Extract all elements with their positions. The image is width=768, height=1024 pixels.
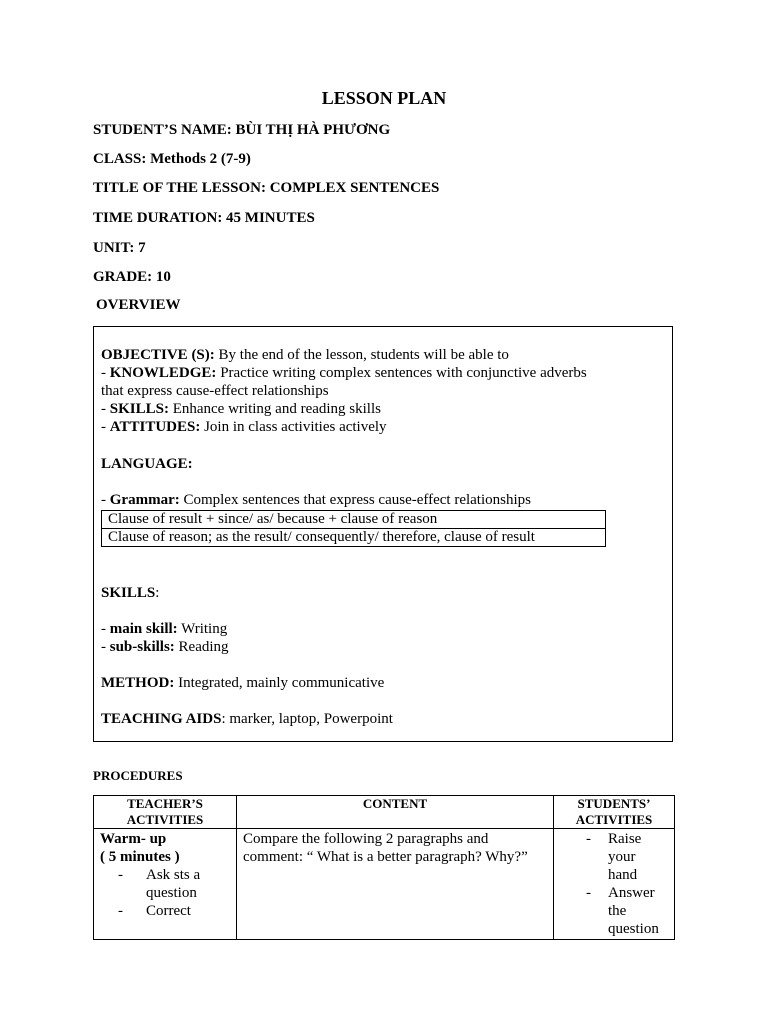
list-item: - Raise your hand <box>560 830 668 884</box>
clause-row <box>102 511 606 529</box>
clause-table <box>101 510 606 547</box>
overview-label: OVERVIEW <box>96 297 181 313</box>
clause-row <box>102 529 606 547</box>
list-item: - Answer the question <box>560 884 668 938</box>
sub-skills-dash: - <box>101 639 110 655</box>
content-cell: Compare the following 2 paragraphs and comment: “ What is a better paragraph? Why?” <box>237 829 554 940</box>
skills-text: Enhance writing and reading skills <box>168 401 381 417</box>
skills-line <box>101 400 381 418</box>
grammar-line <box>101 491 531 509</box>
attitudes-label: ATTITUDES: <box>109 419 201 435</box>
sub-skills-line <box>101 638 229 656</box>
header-content: CONTENT <box>237 796 554 829</box>
procedures-label: PROCEDURES <box>93 768 183 783</box>
attitudes-line <box>101 418 387 436</box>
teaching-aids-line <box>101 710 393 728</box>
lesson-title-line: TITLE OF THE LESSON: COMPLEX SENTENCES <box>93 180 440 196</box>
header-teacher-activities: TEACHER’S ACTIVITIES <box>94 796 237 829</box>
list-item: - Ask sts a question <box>100 866 230 902</box>
knowledge-line <box>101 364 587 382</box>
attitudes-text: Join in class activities actively <box>200 419 387 435</box>
stage-duration: ( 5 minutes ) <box>100 849 180 865</box>
procedures-table <box>93 795 675 940</box>
students-activities-list <box>560 830 668 938</box>
skills-section-colon: : <box>155 585 160 601</box>
grade-line: GRADE: 10 <box>93 269 171 285</box>
grammar-label: Grammar: <box>109 492 180 508</box>
main-skill-text: Writing <box>177 621 228 637</box>
method-line <box>101 674 384 692</box>
teacher-activities-cell <box>94 829 237 940</box>
knowledge-dash: - <box>101 365 110 381</box>
clause-cell: Clause of reason; as the result/ consequently/ therefore, clause of result <box>102 529 606 547</box>
method-label: METHOD: <box>101 675 175 691</box>
knowledge-label: KNOWLEDGE: <box>109 365 217 381</box>
unit-line: UNIT: 7 <box>93 240 146 256</box>
sub-skills-label: sub-skills: <box>109 639 175 655</box>
list-item: - Correct <box>100 902 230 920</box>
students-activities-cell <box>554 829 675 940</box>
clause-cell: Clause of result + since/ as/ because + clause of reason <box>102 511 606 529</box>
stage-name: Warm- up <box>100 831 167 847</box>
skills-dash: - <box>101 401 110 417</box>
header-students-activities: STUDENTS’ ACTIVITIES <box>554 796 675 829</box>
teaching-aids-label: TEACHING AIDS <box>101 711 222 727</box>
language-label: LANGUAGE: <box>101 456 193 472</box>
skills-section-heading <box>101 584 159 602</box>
objective-label: OBJECTIVE (S): <box>101 347 215 363</box>
table-row <box>94 829 675 940</box>
student-name-line: STUDENT’S NAME: BÙI THỊ HÀ PHƯƠNG <box>93 122 391 138</box>
skills-section-label: SKILLS <box>101 585 156 601</box>
teaching-aids-text: : marker, laptop, Powerpoint <box>221 711 393 727</box>
class-line: CLASS: Methods 2 (7-9) <box>93 151 251 167</box>
sub-skills-text: Reading <box>174 639 229 655</box>
grammar-dash: - <box>101 492 110 508</box>
skills-label: SKILLS: <box>109 401 169 417</box>
knowledge-text: Practice writing complex sentences with conjunctive adverbs <box>216 365 587 381</box>
method-text: Integrated, mainly communicative <box>174 675 385 691</box>
overview-box <box>93 326 673 742</box>
attitudes-dash: - <box>101 419 110 435</box>
main-skill-line <box>101 620 227 638</box>
time-duration-line: TIME DURATION: 45 MINUTES <box>93 210 315 226</box>
main-skill-label: main skill: <box>109 621 178 637</box>
page-title: LESSON PLAN <box>321 88 447 108</box>
teacher-activities-list <box>100 866 230 920</box>
objective-line <box>101 346 509 364</box>
knowledge-line-2: that express cause-effect relationships <box>101 383 329 399</box>
procedures-header-row <box>94 796 675 829</box>
objective-text: By the end of the lesson, students will be able to <box>214 347 509 363</box>
main-skill-dash: - <box>101 621 110 637</box>
grammar-text: Complex sentences that express cause-effect relationships <box>179 492 531 508</box>
